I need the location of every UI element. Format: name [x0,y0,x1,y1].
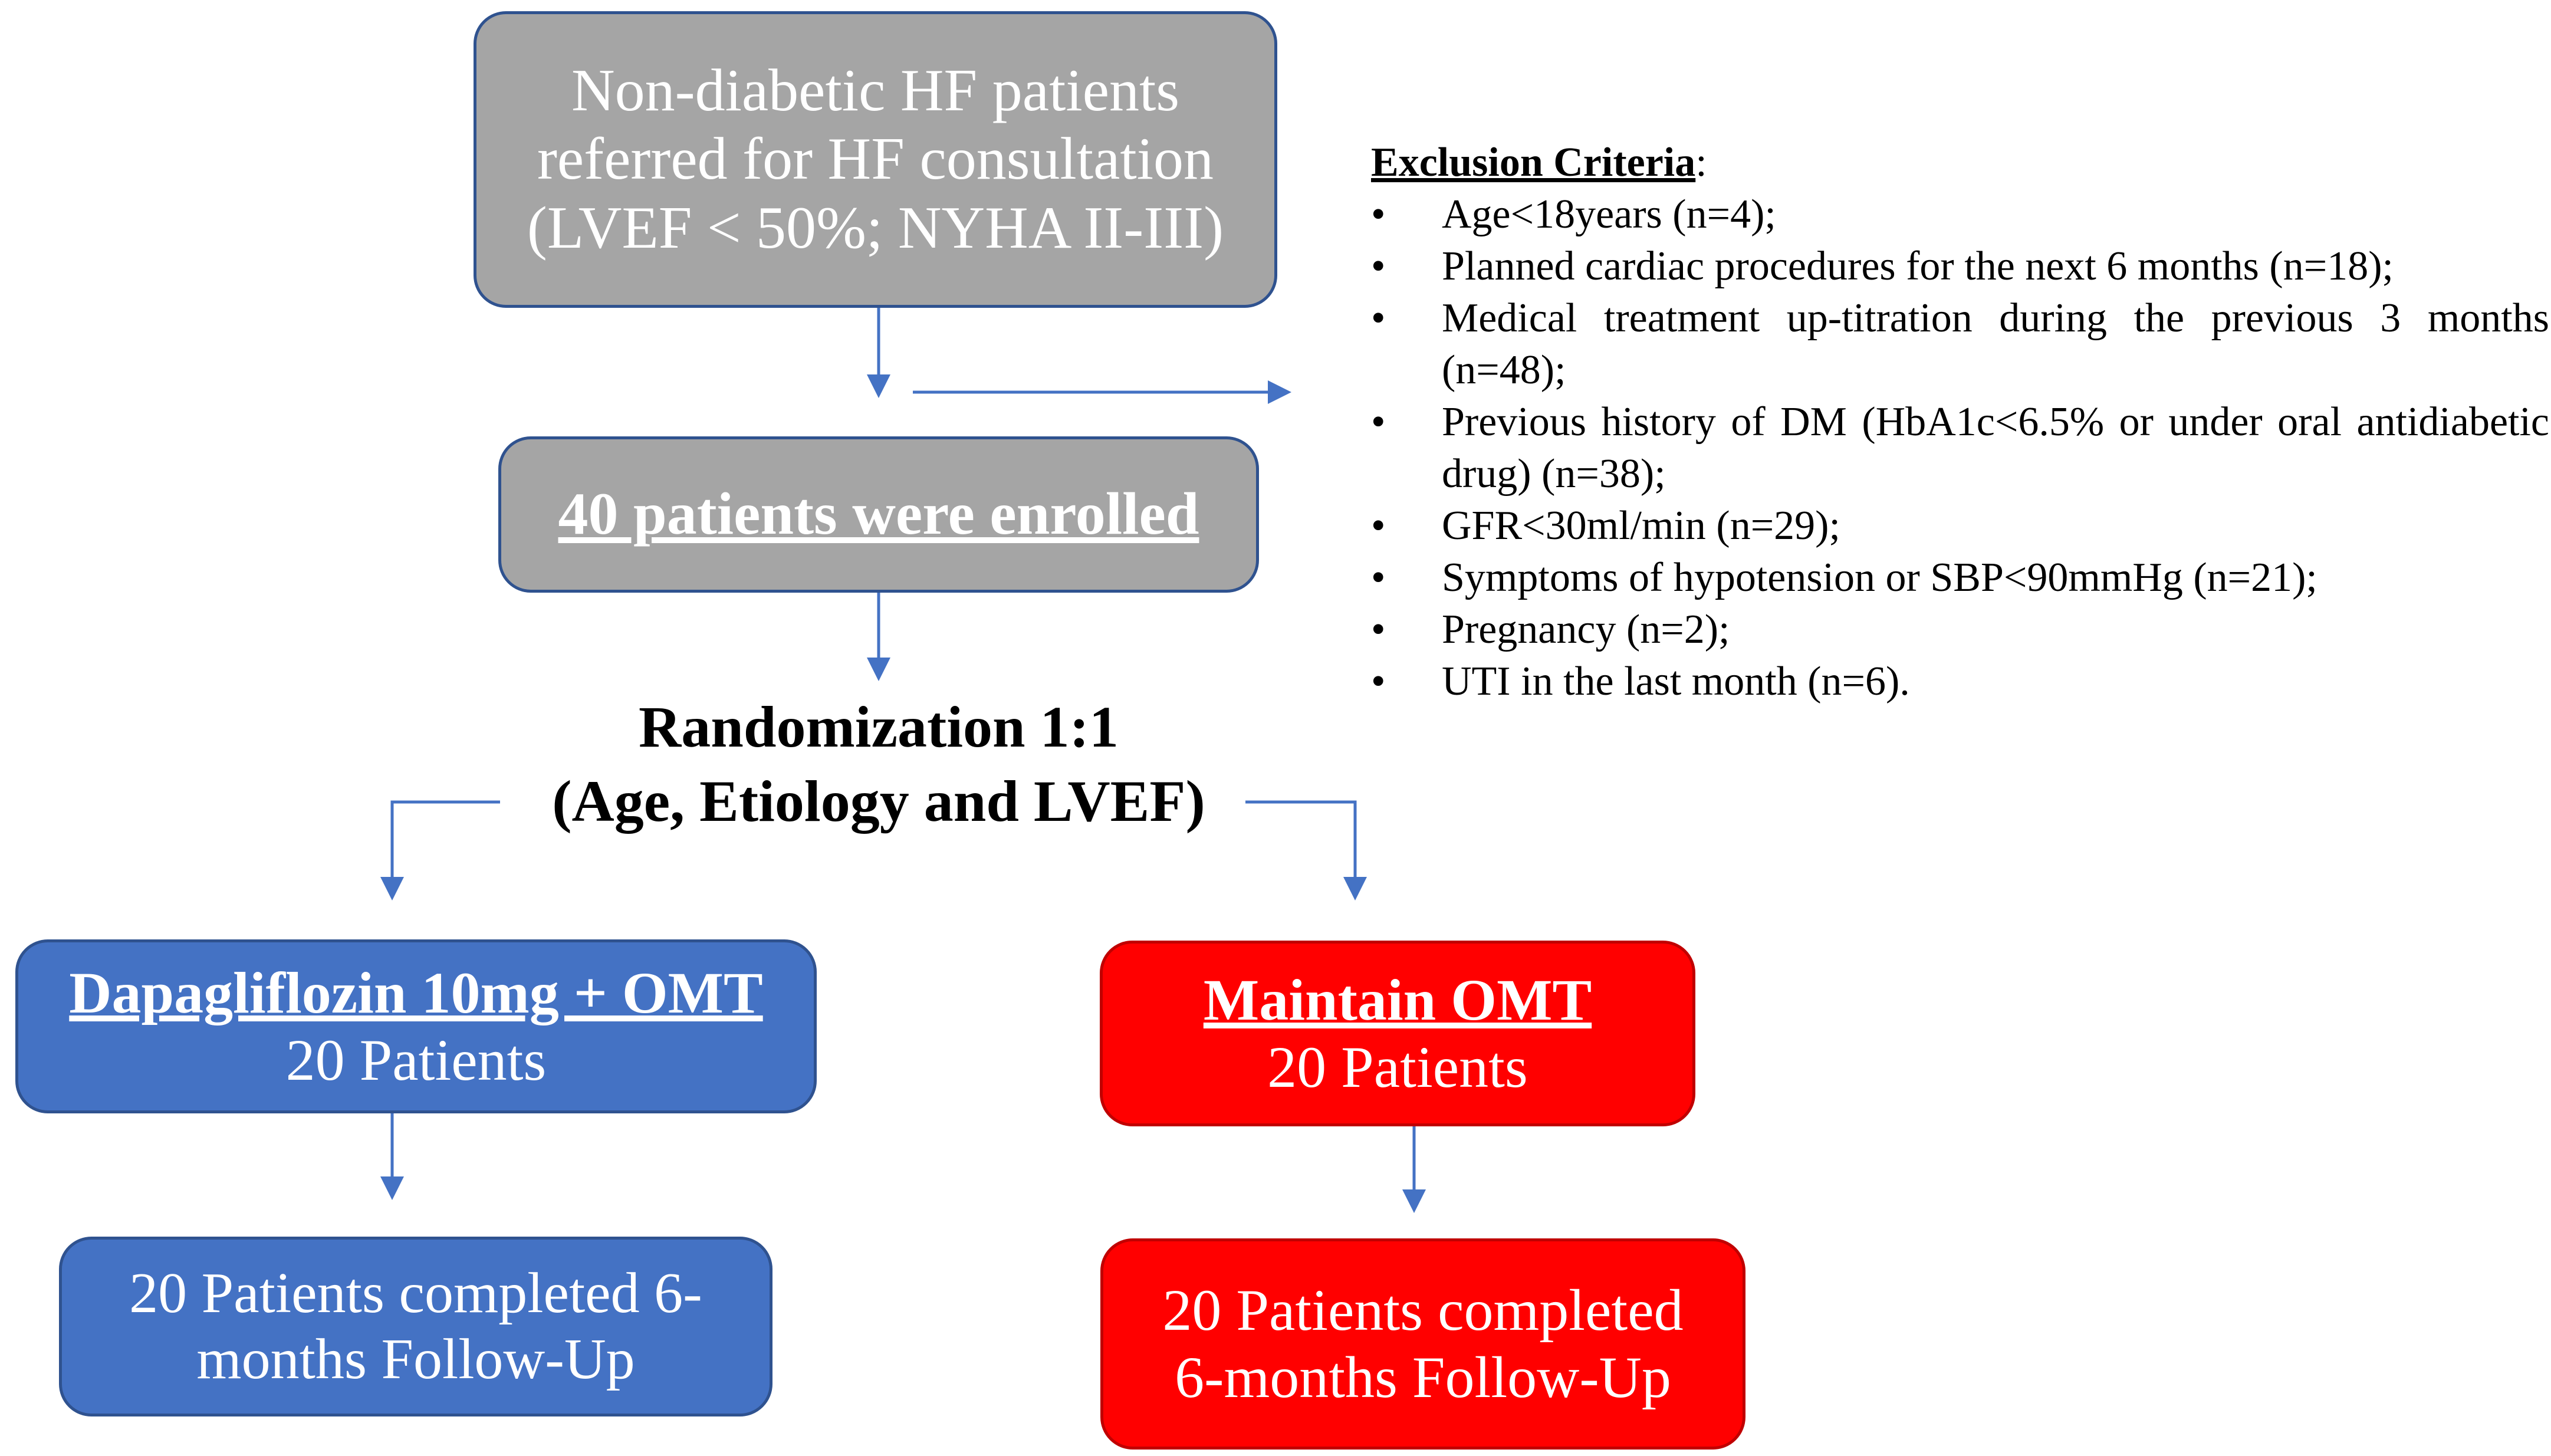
exclusion-item-text: Planned cardiac procedures for the next 6 months (n=18); [1442,244,2394,289]
exclusion-item [1371,292,2549,396]
dapagliflozin-arm-title: Dapagliflozin 10mg + OMT [69,959,763,1026]
bullet-icon: • [1371,295,1386,341]
exclusion-item-text: GFR<30ml/min (n=29); [1442,503,1840,548]
omt-arm-title: Maintain OMT [1203,967,1592,1033]
bullet-icon: • [1371,192,1386,237]
exclusion-list [1371,189,2549,708]
exclusion-heading-colon: : [1695,140,1707,185]
screening-box [474,11,1277,308]
exclusion-item-text: Previous history of DM (HbA1c<6.5% or under oral antidiabetic drug) (n=38); [1442,399,2549,497]
dapagliflozin-followup-line-2: months Follow-Up [196,1327,635,1391]
exclusion-item [1371,552,2549,604]
randomization-label [495,690,1262,839]
exclusion-item [1371,604,2549,656]
omt-followup-line-1: 20 Patients completed [1162,1277,1684,1343]
screening-line-1: Non-diabetic HF patients [571,57,1180,124]
omt-arm-count: 20 Patients [1267,1034,1528,1100]
bullet-icon: • [1371,607,1386,652]
omt-arm-box [1100,941,1695,1126]
screening-line-3: (LVEF < 50%; NYHA II-III) [527,194,1224,261]
bullet-icon: • [1371,555,1386,600]
dapagliflozin-arm-count: 20 Patients [285,1027,547,1093]
screening-line-2: referred for HF consultation [537,126,1214,193]
exclusion-item [1371,189,2549,241]
enrolled-label: 40 patients were enrolled [558,481,1199,548]
omt-followup-box [1100,1238,1745,1450]
exclusion-item [1371,500,2549,552]
dapagliflozin-followup-box [59,1237,772,1416]
bullet-icon: • [1371,659,1386,704]
exclusion-item-text: Pregnancy (n=2); [1442,607,1730,652]
exclusion-item [1371,241,2549,292]
enrolled-box [498,436,1259,593]
omt-followup-line-2: 6-months Follow-Up [1175,1345,1671,1410]
exclusion-heading: Exclusion Criteria [1371,140,1696,185]
exclusion-item-text: Symptoms of hypotension or SBP<90mmHg (n=21); [1442,555,2317,600]
bullet-icon: • [1371,503,1386,548]
exclusion-item-text: Age<18years (n=4); [1442,192,1776,237]
exclusion-item [1371,396,2549,500]
bullet-icon: • [1371,399,1386,445]
exclusion-item-text: Medical treatment up-titration during the previous 3 months (n=48); [1442,295,2549,393]
exclusion-heading-row [1371,137,2549,189]
arrow-randomization-to-dapa [392,802,500,898]
exclusion-item [1371,656,2549,708]
exclusion-item-text: UTI in the last month (n=6). [1442,659,1910,704]
dapagliflozin-followup-line-1: 20 Patients completed 6- [129,1261,702,1325]
exclusion-criteria [1371,137,2549,708]
randomization-line-2: (Age, Etiology and LVEF) [552,768,1205,834]
bullet-icon: • [1371,244,1386,289]
dapagliflozin-arm-box [15,939,817,1113]
randomization-line-1: Randomization 1:1 [639,694,1119,760]
